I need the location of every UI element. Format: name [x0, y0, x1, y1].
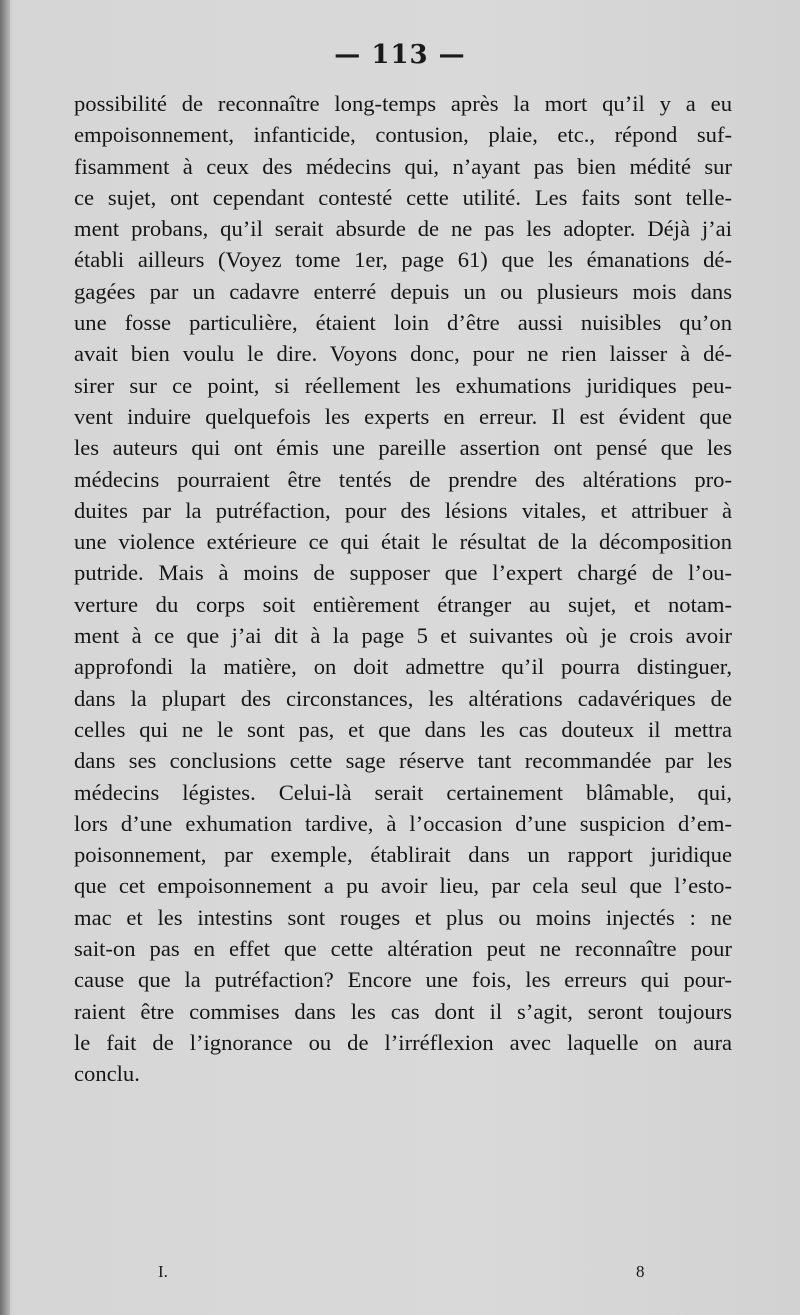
- text-line: approfondi la matière, on doit admettre qu’il pourra distinguer,: [74, 654, 732, 680]
- text-line: poisonnement, par exemple, établirait dans un rapport juridique: [74, 842, 732, 868]
- text-line: sirer sur ce point, si réellement les exhumations juridiques peu-: [74, 372, 732, 398]
- text-line: verture du corps soit entièrement étranger au sujet, et notam-: [74, 591, 732, 617]
- text-line: que cet empoisonnement a pu avoir lieu, par cela seul que l’esto-: [74, 873, 732, 899]
- text-line: duites par la putréfaction, pour des lésions vitales, et attribuer à: [74, 497, 732, 523]
- text-line: ment probans, qu’il serait absurde de ne pas les adopter. Déjà j’ai: [74, 216, 732, 242]
- text-line: celles qui ne le sont pas, et que dans les cas douteux il mettra: [74, 716, 732, 742]
- signature-mark-number: 8: [636, 1262, 645, 1281]
- text-line: vent induire quelquefois les experts en erreur. Il est évident que: [74, 403, 732, 429]
- text-line: médecins légistes. Celui-là serait certainement blâmable, qui,: [74, 779, 732, 805]
- text-line: une fosse particulière, étaient loin d’être aussi nuisibles qu’on: [74, 310, 732, 336]
- text-line: établi ailleurs (Voyez tome 1er, page 61) que les émanations dé-: [74, 247, 732, 273]
- text-line: médecins pourraient être tentés de prendre des altérations pro-: [74, 466, 732, 492]
- text-line: ce sujet, ont cependant contesté cette utilité. Les faits sont telle-: [74, 184, 732, 210]
- text-line: empoisonnement, infanticide, contusion, plaie, etc., répond suf-: [74, 122, 732, 148]
- text-line: fisamment à ceux des médecins qui, n’ayant pas bien médité sur: [74, 153, 732, 179]
- page-binding-edge: [0, 0, 10, 1315]
- text-line: mac et les intestins sont rouges et plus ou moins injectés : ne: [74, 904, 732, 930]
- body-text: [74, 88, 732, 1090]
- text-line: ment à ce que j’ai dit à la page 5 et suivantes où je crois avoir: [74, 623, 732, 649]
- text-line: lors d’une exhumation tardive, à l’occasion d’une suspicion d’em-: [74, 810, 732, 836]
- text-line: dans ses conclusions cette sage réserve tant recommandée par les: [74, 748, 732, 774]
- text-line: raient être commises dans les cas dont il s’agit, seront toujours: [74, 998, 732, 1024]
- text-line: avait bien voulu le dire. Voyons donc, pour ne rien laisser à dé-: [74, 341, 732, 367]
- text-line: cause que la putréfaction? Encore une fois, les erreurs qui pour-: [74, 967, 732, 993]
- text-line: putride. Mais à moins de supposer que l’expert chargé de l’ou-: [74, 560, 732, 586]
- text-line: conclu.: [74, 1061, 140, 1087]
- text-line: les auteurs qui ont émis une pareille assertion ont pensé que les: [74, 435, 732, 461]
- text-line: le fait de l’ignorance ou de l’irréflexion avec laquelle on aura: [74, 1029, 732, 1055]
- text-line: dans la plupart des circonstances, les altérations cadavériques de: [74, 685, 732, 711]
- text-line: une violence extérieure ce qui était le résultat de la décomposition: [74, 529, 732, 555]
- text-line: sait-on pas en effet que cette altération peut ne reconnaître pour: [74, 936, 732, 962]
- text-line: gagées par un cadavre enterré depuis un ou plusieurs mois dans: [74, 278, 732, 304]
- signature-mark-volume: I.: [158, 1262, 168, 1281]
- text-line: possibilité de reconnaître long-temps après la mort qu’il y a eu: [74, 91, 732, 116]
- page-number: — 113 —: [334, 40, 466, 70]
- page-footer: [0, 1262, 800, 1292]
